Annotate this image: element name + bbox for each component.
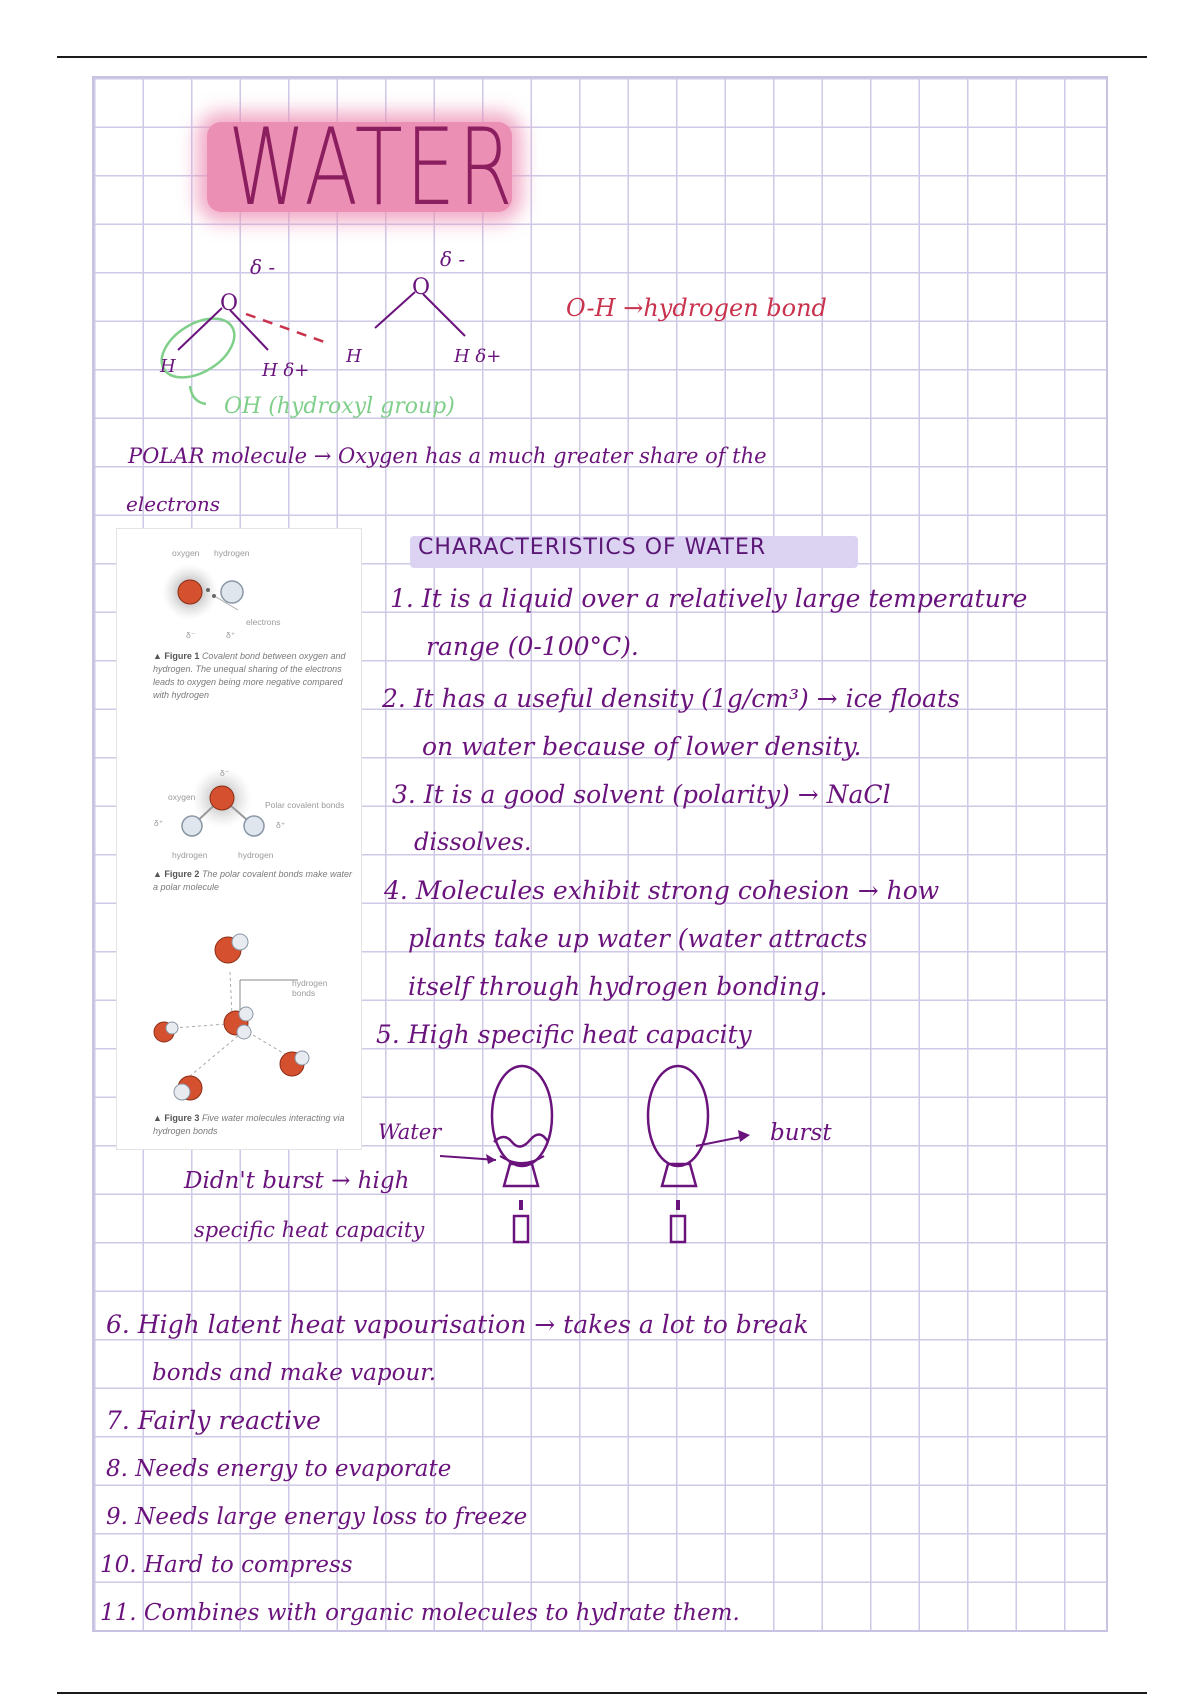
hydrogen-3: H xyxy=(346,346,362,367)
balloon-empty xyxy=(648,1066,708,1166)
item-1-line-2: range (0-100°C). xyxy=(426,632,639,661)
bond-line xyxy=(375,292,415,328)
fig2-polar-label: Polar covalent bonds xyxy=(265,800,345,810)
item-6-line-2: bonds and make vapour. xyxy=(152,1360,437,1386)
fig2-delta-plus-2: δ⁺ xyxy=(276,820,286,830)
fig3-caption-text: Five water molecules interacting via hydrogen bonds xyxy=(153,1113,345,1136)
bond-note: O-H →hydrogen bond xyxy=(566,294,827,322)
fig3-molecules xyxy=(148,928,348,1108)
delta-minus-1: δ - xyxy=(250,255,276,279)
item-3-line-1: 3. It is a good solvent (polarity) → NaCl xyxy=(392,780,891,809)
fig1-molecule xyxy=(150,560,310,630)
fig1-caption xyxy=(153,650,353,702)
characteristics-heading: CHARACTERISTICS OF WATER xyxy=(418,535,767,560)
balloon-note-1: Didn't burst → high xyxy=(184,1168,410,1194)
balloon-experiment xyxy=(440,1060,780,1270)
fig1-electrons-label: electrons xyxy=(246,617,281,627)
item-7: 7. Fairly reactive xyxy=(106,1406,321,1435)
item-11: 11. Combines with organic molecules to hydrate them. xyxy=(100,1600,740,1626)
fig3-caption-ref: ▲ Figure 3 xyxy=(153,1113,200,1123)
delta-minus-2: δ - xyxy=(440,247,466,271)
bond-line xyxy=(423,294,465,336)
item-5: 5. High specific heat capacity xyxy=(376,1020,752,1049)
fig2-caption-text: The polar covalent bonds make water a polar molecule xyxy=(153,869,353,892)
fig1-delta-minus: δ⁻ xyxy=(186,630,196,640)
top-rule xyxy=(57,56,1147,58)
fig2-hydrogen-label-1: hydrogen xyxy=(172,850,208,860)
item-4-line-3: itself through hydrogen bonding. xyxy=(408,972,828,1001)
item-9: 9. Needs large energy loss to freeze xyxy=(106,1504,528,1530)
hydrogen-2: H δ+ xyxy=(262,360,310,381)
hydroxyl-circle xyxy=(151,306,244,389)
fig1-caption-text: Covalent bond between oxygen and hydrogen. The unequal sharing of the electrons leads to oxygen being more negative compared with hydrogen xyxy=(153,651,346,700)
fig2-delta-minus: δ⁻ xyxy=(220,768,230,778)
balloon-note-2: specific heat capacity xyxy=(194,1218,425,1242)
fig2-caption xyxy=(153,868,353,894)
fig2-hydrogen-label-2: hydrogen xyxy=(238,850,274,860)
water-label: Water xyxy=(378,1120,442,1144)
intro-line-1: POLAR molecule → Oxygen has a much greater share of the xyxy=(128,444,767,468)
hydroxyl-arrow xyxy=(190,386,206,404)
fig2-delta-plus-1: δ⁺ xyxy=(154,818,164,828)
item-8: 8. Needs energy to evaporate xyxy=(106,1456,452,1482)
hydrogen-4: H δ+ xyxy=(454,346,502,367)
item-3-line-2: dissolves. xyxy=(414,828,532,856)
fig2-caption-ref: ▲ Figure 2 xyxy=(153,869,200,879)
burst-label: burst xyxy=(770,1120,832,1146)
item-4-line-1: 4. Molecules exhibit strong cohesion → how xyxy=(384,876,940,905)
bottom-rule xyxy=(57,1692,1147,1694)
hydrogen-1: H xyxy=(160,356,176,377)
fig3-caption xyxy=(153,1112,353,1138)
item-10: 10. Hard to compress xyxy=(100,1552,353,1578)
fig1-caption-ref: ▲ Figure 1 xyxy=(153,651,200,661)
hydroxyl-label: OH (hydroxyl group) xyxy=(224,394,455,419)
item-2-line-2: on water because of lower density. xyxy=(422,732,862,761)
item-6-line-1: 6. High latent heat vapourisation → takes a lot to break xyxy=(106,1310,809,1339)
page-title: WATER xyxy=(228,106,516,229)
item-2-line-1: 2. It has a useful density (1g/cm³) → ice floats xyxy=(382,684,960,713)
oxygen-1: O xyxy=(220,291,239,316)
fig1-delta-plus: δ⁺ xyxy=(226,630,236,640)
fig1-hydrogen-label: hydrogen xyxy=(214,548,250,558)
fig1-oxygen-label: oxygen xyxy=(172,548,200,558)
item-1-line-1: 1. It is a liquid over a relatively large temperature xyxy=(390,584,1028,613)
balloon-water xyxy=(492,1066,552,1166)
oxygen-2: O xyxy=(412,275,431,300)
fig2-oxygen-label: oxygen xyxy=(168,792,196,802)
fig3-hbond-label: hydrogen bonds xyxy=(292,978,328,998)
item-4-line-2: plants take up water (water attracts xyxy=(408,924,868,953)
intro-line-2: electrons xyxy=(126,492,221,516)
